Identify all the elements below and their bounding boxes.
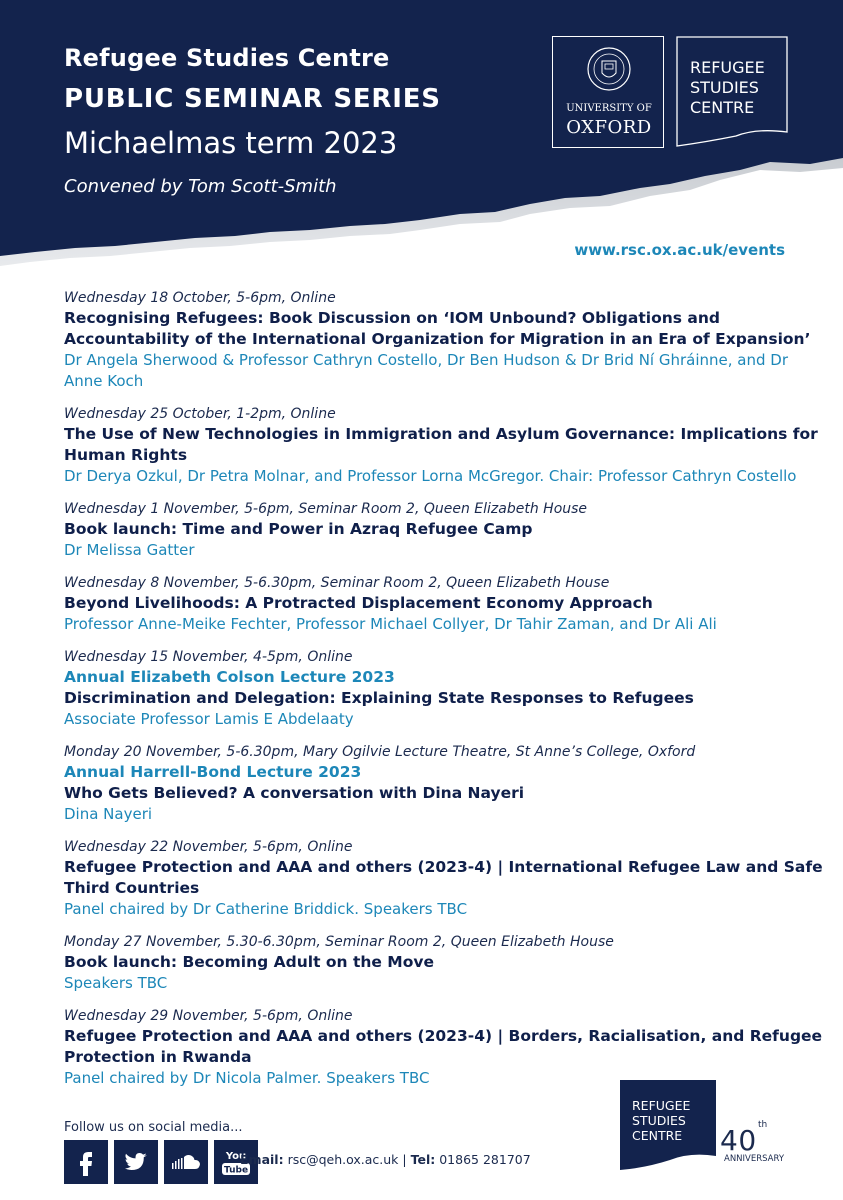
event-title: Beyond Livelihoods: A Protracted Displacement Economy Approach — [64, 594, 653, 612]
rsc-logo-text: REFUGEE STUDIES CENTRE — [690, 58, 765, 117]
event-speakers: Dr Angela Sherwood & Professor Cathryn Costello, Dr Ben Hudson & Dr Brid Ní Ghráinne, and Dr Anne Koch — [64, 351, 788, 390]
telephone-number: 01865 281707 — [439, 1152, 531, 1167]
term-title: Michaelmas term 2023 — [64, 126, 398, 160]
email-label: Email: — [240, 1152, 284, 1167]
event-title: Book launch: Becoming Adult on the Move — [64, 953, 434, 971]
facebook-glyph — [64, 1140, 108, 1184]
rsc-40th-badge — [620, 1080, 716, 1170]
event-speakers: Associate Professor Lamis E Abdelaaty — [64, 710, 354, 728]
event-item — [64, 499, 824, 561]
badge-text: REFUGEE STUDIES CENTRE — [632, 1098, 691, 1143]
event-title: Refugee Protection and AAA and others (2023-4) | Borders, Racialisation, and Refugee Protection in Rwanda — [64, 1027, 823, 1066]
event-item — [64, 1006, 824, 1089]
event-date: Wednesday 15 November, 4-5pm, Online — [64, 649, 353, 665]
event-date: Monday 20 November, 5-6.30pm, Mary Ogilvie Lecture Theatre, St Anne’s College, Oxford — [64, 744, 696, 760]
series-title: PUBLIC SEMINAR SERIES — [64, 84, 441, 114]
event-item — [64, 288, 824, 392]
event-title: Discrimination and Delegation: Explaining State Responses to Refugees — [64, 689, 694, 707]
oxford-logo-large: OXFORD — [566, 117, 652, 138]
event-title: Refugee Protection and AAA and others (2023-4) | International Refugee Law and Safe Third Countries — [64, 858, 823, 897]
event-date: Wednesday 1 November, 5-6pm, Seminar Room 2, Queen Elizabeth House — [64, 501, 588, 517]
contact-separator: | — [402, 1152, 407, 1167]
follow-us-text: Follow us on social media... — [64, 1120, 243, 1135]
soundcloud-icon[interactable] — [164, 1140, 208, 1184]
oxford-crest-icon — [587, 45, 631, 93]
event-lecture-label: Annual Elizabeth Colson Lecture 2023 — [64, 668, 395, 686]
forty-number: 40 — [720, 1124, 757, 1157]
anniversary-text: ANNIVERSARY — [724, 1154, 785, 1164]
forty-suffix: th — [758, 1120, 768, 1130]
event-speakers: Dr Melissa Gatter — [64, 541, 195, 559]
events-list — [64, 288, 824, 1101]
contact-line — [240, 1152, 531, 1167]
event-item — [64, 837, 824, 920]
convener: Convened by Tom Scott-Smith — [64, 176, 337, 197]
event-item — [64, 742, 824, 825]
twitter-icon[interactable] — [114, 1140, 158, 1184]
event-date: Wednesday 18 October, 5-6pm, Online — [64, 290, 336, 306]
event-lecture-label: Annual Harrell-Bond Lecture 2023 — [64, 763, 362, 781]
event-speakers: Panel chaired by Dr Catherine Briddick. Speakers TBC — [64, 900, 468, 918]
tel-label: Tel: — [410, 1152, 436, 1167]
event-date: Wednesday 29 November, 5-6pm, Online — [64, 1008, 353, 1024]
rsc-logo[interactable] — [676, 36, 788, 148]
centre-title: Refugee Studies Centre — [64, 44, 390, 72]
event-date: Wednesday 25 October, 1-2pm, Online — [64, 406, 336, 422]
svg-text:You: You — [225, 1151, 247, 1162]
facebook-icon[interactable] — [64, 1140, 108, 1184]
twitter-glyph — [114, 1140, 158, 1184]
event-date: Wednesday 22 November, 5-6pm, Online — [64, 839, 353, 855]
oxford-logo-small: UNIVERSITY OF — [566, 103, 652, 114]
event-title: The Use of New Technologies in Immigration and Asylum Governance: Implications for Human Rights — [64, 425, 818, 464]
event-item — [64, 404, 824, 487]
event-item — [64, 573, 824, 635]
events-website-link[interactable]: www.rsc.ox.ac.uk/events — [574, 241, 785, 259]
event-speakers: Dina Nayeri — [64, 805, 153, 823]
event-speakers: Speakers TBC — [64, 974, 168, 992]
event-title: Book launch: Time and Power in Azraq Refugee Camp — [64, 520, 533, 538]
oxford-logo[interactable] — [552, 36, 664, 148]
event-title: Who Gets Believed? A conversation with Dina Nayeri — [64, 784, 525, 802]
event-speakers: Dr Derya Ozkul, Dr Petra Molnar, and Professor Lorna McGregor. Chair: Professor Cathryn Costello — [64, 467, 797, 485]
event-title: Recognising Refugees: Book Discussion on ‘IOM Unbound? Obligations and Accountability of the International Organization for Migration in an Era of Expansion’ — [64, 309, 811, 348]
event-speakers: Professor Anne-Meike Fechter, Professor Michael Collyer, Dr Tahir Zaman, and Dr Ali Ali — [64, 615, 717, 633]
event-date: Wednesday 8 November, 5-6.30pm, Seminar Room 2, Queen Elizabeth House — [64, 575, 610, 591]
event-item — [64, 647, 824, 730]
event-item — [64, 932, 824, 994]
email-link[interactable]: rsc@qeh.ox.ac.uk — [287, 1152, 399, 1167]
soundcloud-glyph — [164, 1140, 208, 1184]
event-speakers: Panel chaired by Dr Nicola Palmer. Speakers TBC — [64, 1069, 430, 1087]
svg-text:Tube: Tube — [223, 1165, 249, 1176]
event-date: Monday 27 November, 5.30-6.30pm, Seminar Room 2, Queen Elizabeth House — [64, 934, 614, 950]
